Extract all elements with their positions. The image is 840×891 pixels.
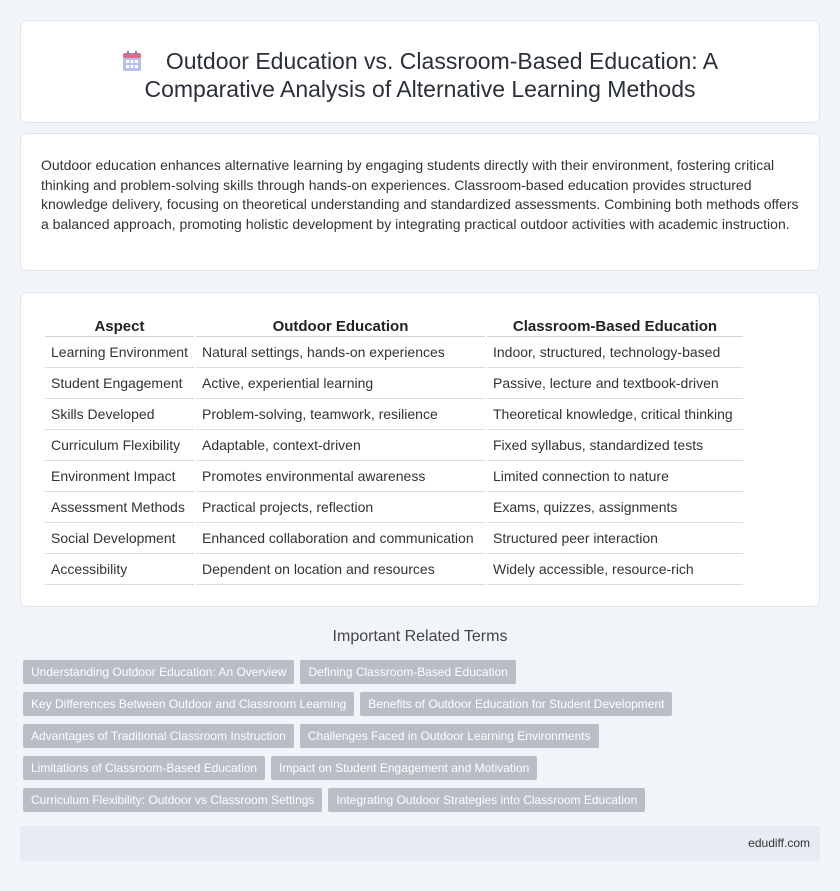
outdoor-cell: Problem-solving, teamwork, resilience bbox=[196, 399, 485, 430]
title-line-1: Outdoor Education vs. Classroom-Based Education: A bbox=[165, 48, 719, 74]
footer bbox=[20, 826, 820, 861]
title-line-2: Comparative Analysis of Alternative Learning Methods bbox=[144, 76, 696, 102]
classroom-cell: Structured peer interaction bbox=[487, 523, 743, 554]
header-classroom: Classroom-Based Education bbox=[487, 315, 743, 337]
aspect-cell: Student Engagement bbox=[45, 368, 194, 399]
footer-site: edudiff.com bbox=[748, 836, 810, 850]
related-terms-title: Important Related Terms bbox=[332, 628, 508, 645]
comparison-table-card bbox=[20, 292, 820, 607]
related-term-tag[interactable]: Impact on Student Engagement and Motivation bbox=[271, 756, 537, 780]
aspect-cell: Accessibility bbox=[45, 554, 194, 585]
intro-card bbox=[20, 133, 820, 271]
classroom-cell: Indoor, structured, technology-based bbox=[487, 337, 743, 368]
aspect-cell: Assessment Methods bbox=[45, 492, 194, 523]
outdoor-cell: Natural settings, hands-on experiences bbox=[196, 337, 485, 368]
table-header-row bbox=[45, 315, 743, 337]
classroom-cell: Widely accessible, resource-rich bbox=[487, 554, 743, 585]
classroom-cell: Fixed syllabus, standardized tests bbox=[487, 430, 743, 461]
outdoor-cell: Enhanced collaboration and communication bbox=[196, 523, 485, 554]
intro-text: Outdoor education enhances alternative learning by engaging students directly with their environment, fostering critical thinking and problem-solving skills through hands-on experiences. Classroom-based education provides structured knowledge delivery, focusing on theoretical understanding and standardized assessments. Combining both methods offers a balanced approach, promoting holistic development by integrating practical outdoor activities with academic instruction. bbox=[41, 157, 799, 232]
outdoor-cell: Adaptable, context-driven bbox=[196, 430, 485, 461]
related-term-tag[interactable]: Understanding Outdoor Education: An Overview bbox=[23, 660, 294, 684]
classroom-cell: Passive, lecture and textbook-driven bbox=[487, 368, 743, 399]
table-row bbox=[45, 399, 743, 430]
related-term-tag[interactable]: Integrating Outdoor Strategies into Classroom Education bbox=[328, 788, 645, 812]
aspect-cell: Curriculum Flexibility bbox=[45, 430, 194, 461]
outdoor-cell: Practical projects, reflection bbox=[196, 492, 485, 523]
aspect-cell: Social Development bbox=[45, 523, 194, 554]
related-terms-list bbox=[23, 660, 813, 820]
table-row bbox=[45, 523, 743, 554]
table-row bbox=[45, 554, 743, 585]
outdoor-cell: Active, experiential learning bbox=[196, 368, 485, 399]
related-terms-row bbox=[23, 724, 813, 748]
calendar-icon bbox=[122, 50, 142, 72]
related-terms-row bbox=[23, 788, 813, 812]
classroom-cell: Exams, quizzes, assignments bbox=[487, 492, 743, 523]
table-row bbox=[45, 492, 743, 523]
header-outdoor: Outdoor Education bbox=[196, 315, 485, 337]
header-aspect: Aspect bbox=[45, 315, 194, 337]
outdoor-cell: Dependent on location and resources bbox=[196, 554, 485, 585]
related-term-tag[interactable]: Defining Classroom-Based Education bbox=[300, 660, 515, 684]
table-row bbox=[45, 368, 743, 399]
related-term-tag[interactable]: Advantages of Traditional Classroom Instruction bbox=[23, 724, 294, 748]
aspect-cell: Skills Developed bbox=[45, 399, 194, 430]
related-term-tag[interactable]: Curriculum Flexibility: Outdoor vs Classroom Settings bbox=[23, 788, 322, 812]
page-title bbox=[21, 47, 819, 103]
outdoor-cell: Promotes environmental awareness bbox=[196, 461, 485, 492]
related-terms-row bbox=[23, 756, 813, 780]
table-row bbox=[45, 337, 743, 368]
related-term-tag[interactable]: Challenges Faced in Outdoor Learning Environments bbox=[300, 724, 599, 748]
comparison-table bbox=[43, 315, 745, 585]
aspect-cell: Learning Environment bbox=[45, 337, 194, 368]
title-card bbox=[20, 20, 820, 123]
related-term-tag[interactable]: Limitations of Classroom-Based Education bbox=[23, 756, 265, 780]
related-terms-row bbox=[23, 660, 813, 684]
classroom-cell: Limited connection to nature bbox=[487, 461, 743, 492]
related-term-tag[interactable]: Benefits of Outdoor Education for Student Development bbox=[360, 692, 672, 716]
table-row bbox=[45, 430, 743, 461]
classroom-cell: Theoretical knowledge, critical thinking bbox=[487, 399, 743, 430]
aspect-cell: Environment Impact bbox=[45, 461, 194, 492]
table-row bbox=[45, 461, 743, 492]
related-terms-row bbox=[23, 692, 813, 716]
related-term-tag[interactable]: Key Differences Between Outdoor and Classroom Learning bbox=[23, 692, 354, 716]
